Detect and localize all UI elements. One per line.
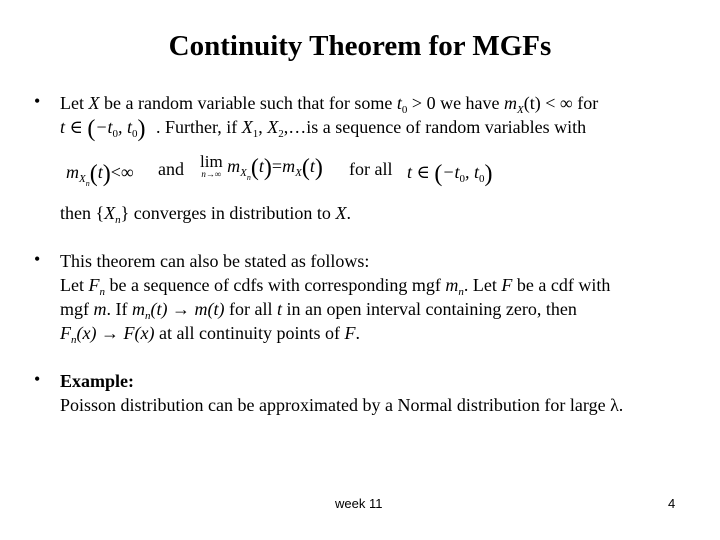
bullet1-line2: . Further, if $X_1$, $X_2,\dots is$ a sequence of random variables with <box>156 117 587 140</box>
math-t-interval-2: t ∈ ($-t_0$, $t_0$) <box>407 161 493 187</box>
bullet2-line3: mgf m. If $m_n(t) \to m(t)$ for all t in an open interval containing zero, then <box>60 299 577 322</box>
slide-title: Continuity Theorem for MGFs <box>168 30 552 62</box>
bullet-marker: • <box>34 91 41 111</box>
example-text: Poisson distribution can be approximated by a Normal distribution for large λ. <box>60 395 624 415</box>
footer-week: week 11 <box>335 496 383 511</box>
bullet2-line1: This theorem can also be stated as follows: <box>60 251 370 271</box>
math-t-interval: t ∈ ($-t_0$, $t_0$) <box>60 116 146 142</box>
bullet1-line1: Let X be a random variable such that for some $t_0 > 0$ we have $m_X(t)$ < ∞ for <box>60 93 599 116</box>
math-limit: lim n→∞ $m_{X_n}(t)=m_X(t)$ <box>200 151 323 182</box>
example-heading: Example: <box>60 371 134 391</box>
page-number: 4 <box>668 496 676 511</box>
math-mgf-finite: $m_{X_n}(t)<\infty$ <box>66 161 134 188</box>
bullet2-line4: $F_n(x) \to F(x)$ at all continuity points of F. <box>60 323 360 346</box>
bullet1-line4: then $\{X_n\}$ converges in distribution to X. <box>60 203 351 226</box>
bullet-marker: • <box>34 249 41 269</box>
word-for-all: for all <box>349 159 393 179</box>
word-and: and <box>158 159 184 179</box>
bullet2-line2: Let $F_n$ be a sequence of cdfs with corresponding mgf $m_n$. Let F be a cdf with <box>60 275 611 298</box>
bullet-marker: • <box>34 369 41 389</box>
